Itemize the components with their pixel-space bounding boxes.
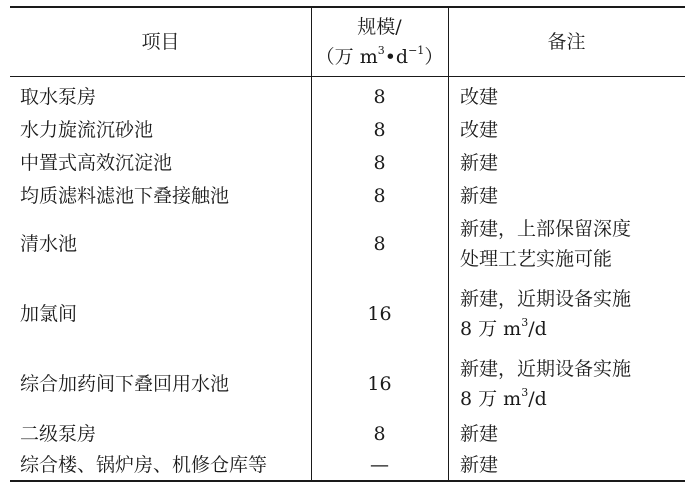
row-item: 中置式高效沉淀池 bbox=[20, 151, 173, 174]
row-remark: 新建，近期设备实施 8 万 $m^3/d$ bbox=[460, 288, 632, 340]
row-remark: 新建 bbox=[460, 453, 499, 476]
row-item: 加氯间 bbox=[20, 303, 78, 325]
row-item: 清水池 bbox=[20, 233, 78, 255]
table-row bbox=[10, 282, 685, 346]
row-scale: 8 bbox=[373, 184, 386, 207]
row-remark: 新建 bbox=[460, 151, 499, 174]
row-item: 取水泵房 bbox=[20, 85, 97, 108]
row-remark: 新建 bbox=[460, 184, 499, 207]
table-row bbox=[10, 352, 685, 416]
row-remark: 新建，近期设备实施 8 万 $m^3/d$ bbox=[460, 358, 632, 410]
row-scale: 8 bbox=[373, 233, 386, 255]
table-row bbox=[10, 146, 685, 179]
row-scale: 8 bbox=[373, 85, 386, 108]
header-remark: 备注 bbox=[547, 31, 586, 53]
row-item: 综合加药间下叠回用水池 bbox=[20, 373, 230, 395]
row-scale: 16 bbox=[367, 303, 392, 325]
row-scale: — bbox=[370, 453, 389, 476]
row-scale: 8 bbox=[373, 422, 386, 445]
row-item: 均质滤料滤池下叠接触池 bbox=[20, 184, 230, 207]
table-row bbox=[10, 212, 685, 276]
header-bottom-rule bbox=[10, 76, 685, 77]
row-scale: 16 bbox=[367, 373, 392, 395]
table-row bbox=[10, 113, 685, 146]
row-remark: 新建，上部保留深度 处理工艺实施可能 bbox=[460, 218, 632, 270]
row-remark: 改建 bbox=[460, 85, 499, 108]
row-item: 综合楼、锅炉房、机修仓库等 bbox=[20, 453, 268, 476]
row-remark: 新建 bbox=[460, 422, 499, 445]
row-item: 水力旋流沉砂池 bbox=[20, 118, 154, 141]
row-scale: 8 bbox=[373, 118, 386, 141]
row-remark: 改建 bbox=[460, 118, 499, 141]
data-table bbox=[10, 6, 685, 482]
header-item: 项目 bbox=[141, 31, 180, 53]
table-row bbox=[10, 449, 685, 480]
header-row bbox=[10, 8, 685, 76]
table-row bbox=[10, 80, 685, 113]
table-row bbox=[10, 179, 685, 212]
header-scale: 规模/ （万 $m^3•d^{-1}$） bbox=[315, 16, 444, 68]
row-item: 二级泵房 bbox=[20, 422, 97, 445]
table-row bbox=[10, 418, 685, 449]
row-scale: 8 bbox=[373, 151, 386, 174]
table-bottom-rule bbox=[10, 480, 685, 482]
